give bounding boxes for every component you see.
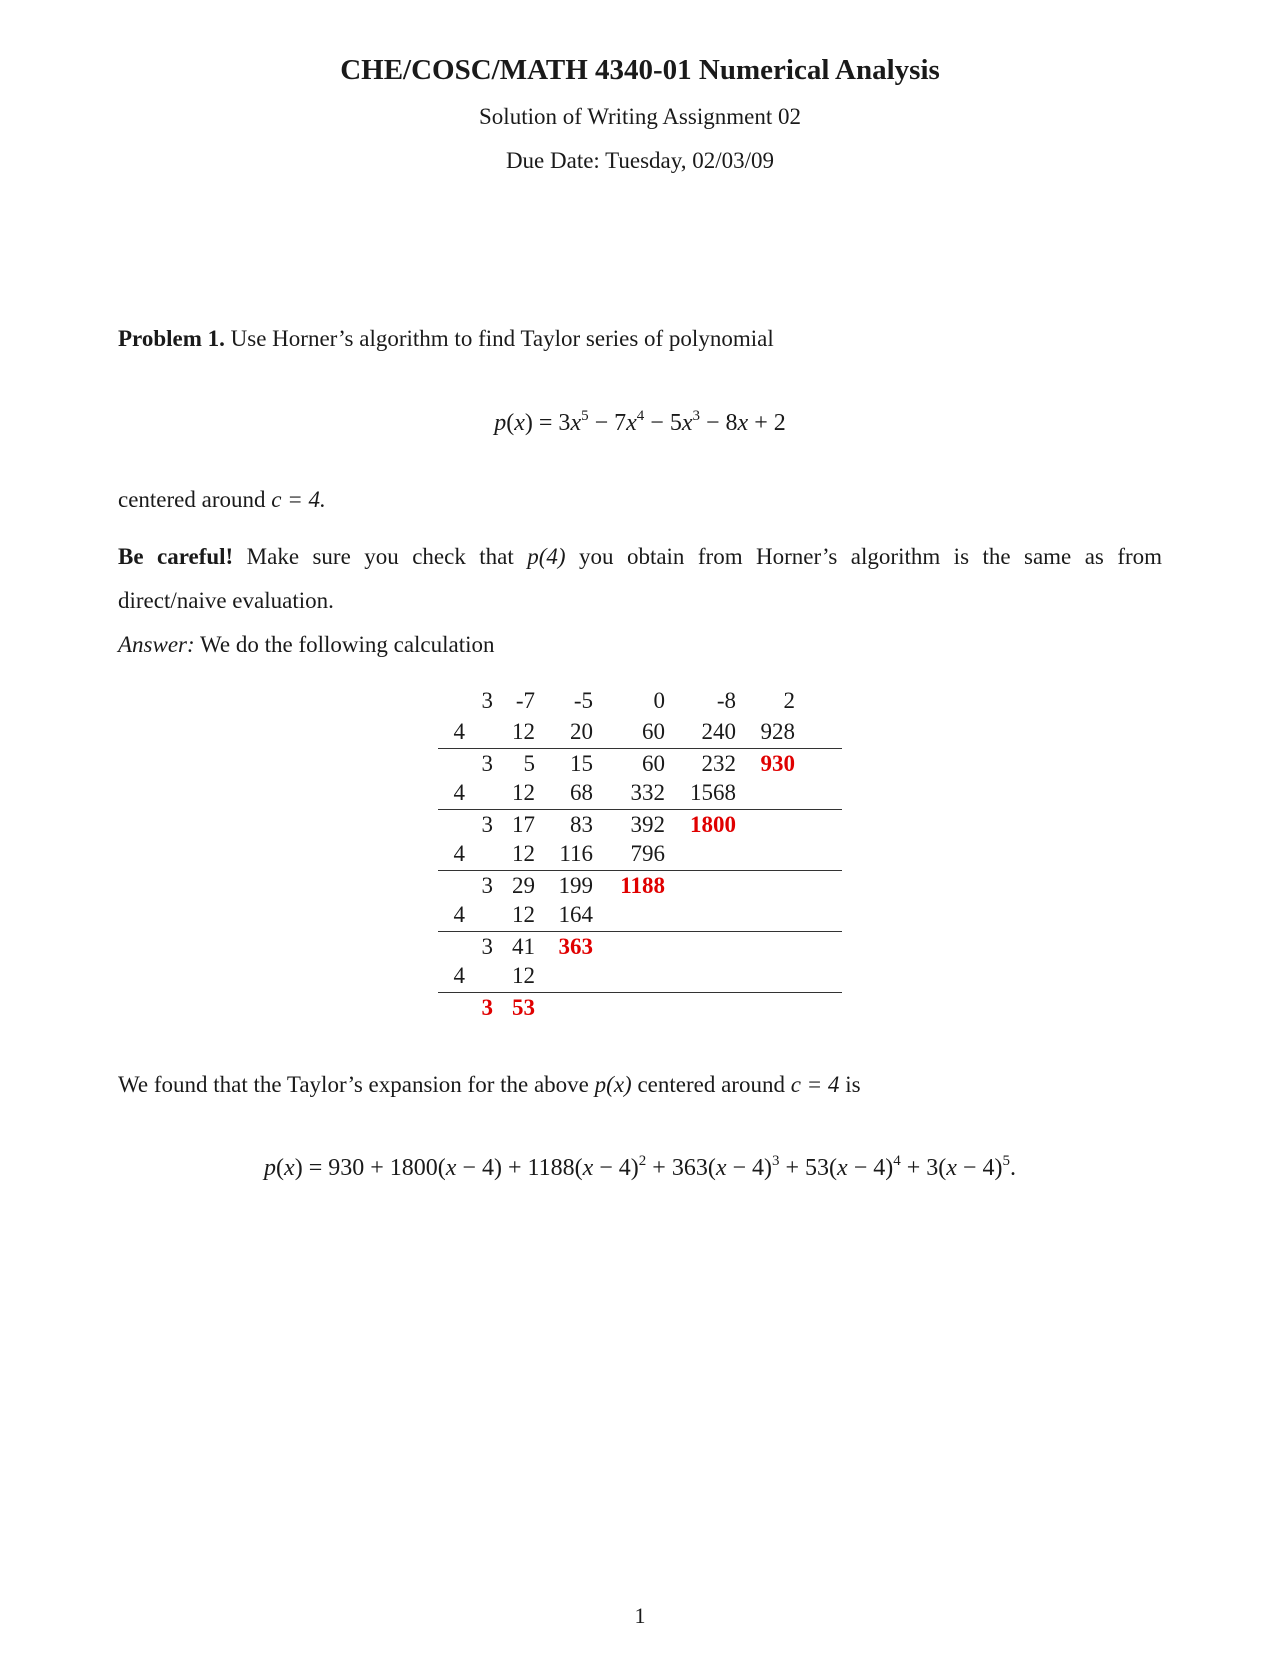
conclusion-text-b: centered around	[637, 1072, 785, 1097]
taylor-coefficient-cell: 3	[481, 995, 493, 1020]
problem-statement	[118, 326, 774, 352]
result-cell: 17	[512, 812, 535, 837]
conclusion-line	[118, 1072, 861, 1098]
coefficient-cell: -5	[573, 688, 593, 713]
multiplier-cell: 4	[453, 779, 465, 805]
taylor-coefficient-cell: 1188	[620, 873, 665, 898]
product-cell: 60	[642, 718, 665, 744]
due-date: Due Date: Tuesday, 02/03/09	[505, 148, 775, 173]
result-cell: 3	[481, 812, 493, 837]
product-cell: 164	[558, 901, 593, 927]
page-title: CHE/COSC/MATH 4340-01 Numerical Analysis	[340, 54, 940, 86]
table-rule	[438, 870, 842, 871]
c-value: c = 4.	[271, 487, 326, 512]
product-cell: 240	[701, 718, 736, 744]
taylor-coefficient-cell: 1800	[690, 812, 736, 837]
horner-table	[438, 688, 842, 1028]
multiplier-cell: 4	[453, 962, 465, 988]
product-cell: 332	[630, 779, 665, 805]
product-cell: 12	[512, 962, 535, 988]
product-cell: 796	[630, 840, 665, 866]
conclusion-c: c = 4	[790, 1072, 840, 1097]
coefficient-cell: 0	[653, 688, 665, 713]
careful-label: Be careful!	[118, 544, 234, 569]
result-cell: 41	[512, 934, 535, 959]
result-cell: 3	[481, 751, 493, 776]
answer-label: Answer:	[118, 632, 195, 657]
product-cell: 116	[559, 840, 593, 866]
subtitle: Solution of Writing Assignment 02	[479, 104, 801, 129]
polynomial-formula: $p(x) = 3x^5 - 7x^4 - 5x^3 - 8x + 2$	[494, 408, 786, 436]
product-cell: 1568	[690, 779, 736, 805]
answer-line	[118, 632, 495, 658]
coefficient-cell: -7	[515, 688, 535, 713]
careful-text-b: you obtain from Horner’s algorithm is the same as from	[579, 544, 1163, 569]
product-cell: 928	[760, 718, 795, 744]
careful-line	[118, 544, 1162, 570]
coefficient-cell: -8	[716, 688, 736, 713]
product-cell: 12	[512, 779, 535, 805]
multiplier-cell: 4	[453, 840, 465, 866]
conclusion-text-d: is	[845, 1072, 861, 1097]
table-rule	[438, 992, 842, 993]
conclusion-px: p(x)	[594, 1072, 632, 1097]
product-cell: 68	[570, 779, 593, 805]
product-cell: 12	[512, 901, 535, 927]
page-number: 1	[634, 1603, 646, 1628]
coefficient-cell: 2	[783, 688, 795, 713]
result-cell: 392	[630, 812, 665, 837]
product-cell: 20	[570, 718, 593, 744]
taylor-coefficient-cell: 53	[512, 995, 535, 1020]
product-cell: 12	[512, 840, 535, 866]
centered-text: centered around	[118, 487, 266, 512]
centered-line	[118, 487, 326, 513]
result-cell: 15	[570, 751, 593, 776]
table-rule	[438, 931, 842, 932]
problem-text: Use Horner’s algorithm to find Taylor series of polynomial	[230, 326, 774, 351]
conclusion-text-a: We found that the Taylor’s expansion for the above	[118, 1072, 589, 1097]
result-cell: 199	[558, 873, 593, 898]
result-cell: 5	[523, 751, 535, 776]
careful-text-c: direct/naive evaluation.	[118, 588, 334, 613]
table-rule	[438, 748, 842, 749]
result-cell: 232	[701, 751, 736, 776]
result-cell: 3	[481, 873, 493, 898]
coefficient-cell: 3	[481, 688, 493, 713]
result-cell: 83	[570, 812, 593, 837]
problem-label: Problem 1.	[118, 326, 225, 351]
answer-text: We do the following calculation	[200, 632, 495, 657]
p4-term: p(4)	[527, 544, 566, 569]
taylor-coefficient-cell: 363	[558, 934, 593, 959]
result-cell: 29	[512, 873, 535, 898]
product-cell: 12	[512, 718, 535, 744]
careful-text-a: Make sure you check that	[246, 544, 514, 569]
result-cell: 60	[642, 751, 665, 776]
multiplier-cell: 4	[453, 901, 465, 927]
result-cell: 3	[481, 934, 493, 959]
taylor-coefficient-cell: 930	[760, 751, 795, 776]
table-rule	[438, 809, 842, 810]
multiplier-cell: 4	[453, 718, 465, 744]
taylor-expansion-formula: $p(x) = 930 + 1800(x - 4) + 1188(x - 4)^2 + 363(x - 4)^3 + 53(x - 4)^4 + 3(x - 4)^5$.	[264, 1153, 1016, 1181]
